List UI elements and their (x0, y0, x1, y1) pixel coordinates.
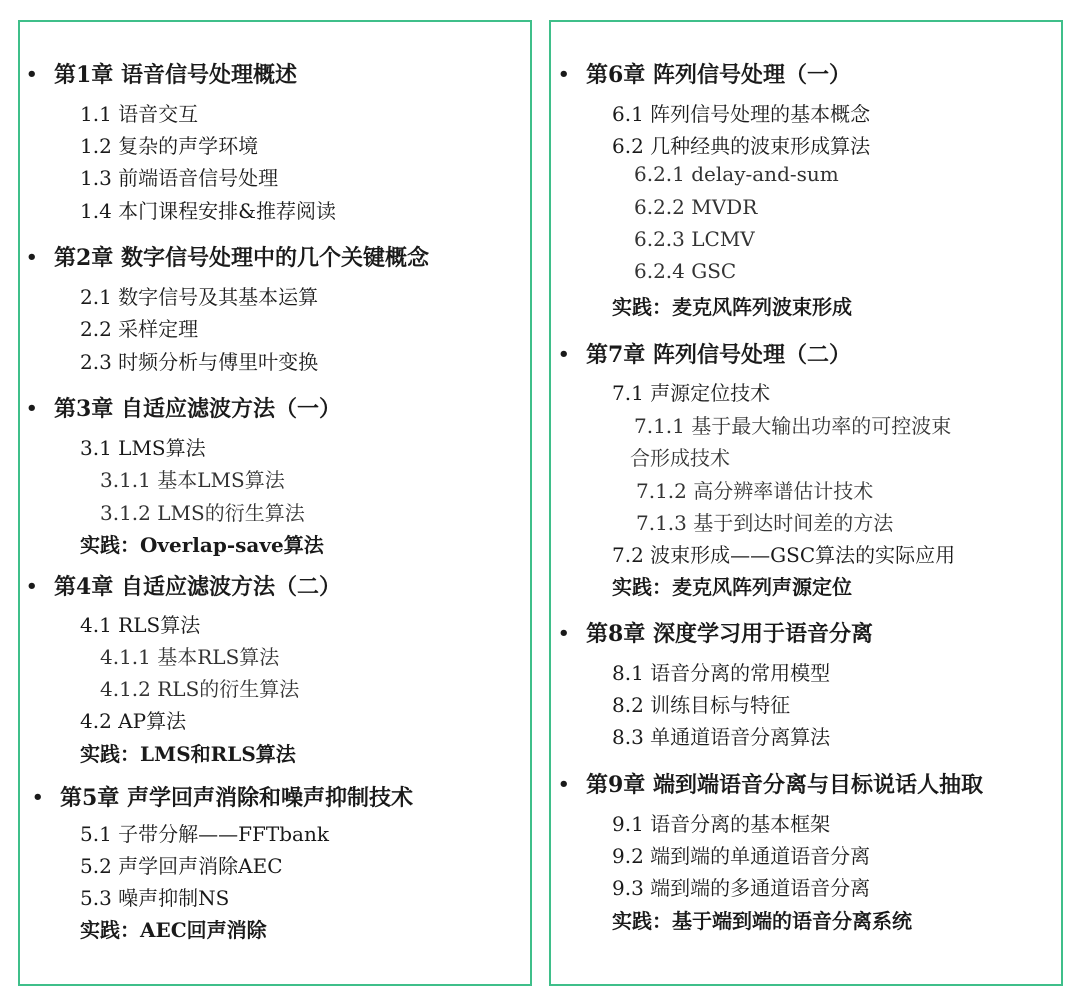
section-6-1: 6.1 阵列信号处理的基本概念 (612, 102, 871, 126)
section-4-1-1: 4.1.1 基本RLS算法 (100, 645, 280, 669)
practice-3: 实践：Overlap-save算法 (80, 533, 324, 557)
section-2-3: 2.3 时频分析与傅里叶变换 (80, 350, 319, 374)
chapter-6-heading (558, 58, 851, 89)
chapter-3-title: 第3章 自适应滤波方法（一） (54, 396, 341, 422)
bullet-icon: • (26, 576, 38, 597)
chapter-9-heading (558, 768, 983, 799)
section-9-3: 9.3 端到端的多通道语音分离 (612, 876, 871, 900)
bullet-icon: • (32, 787, 44, 808)
bullet-icon: • (558, 623, 570, 644)
section-6-2: 6.2 几种经典的波束形成算法 (612, 134, 871, 158)
bullet-icon: • (26, 64, 38, 85)
section-5-1: 5.1 子带分解——FFTbank (80, 822, 329, 846)
practice-4: 实践：LMS和RLS算法 (80, 742, 296, 766)
chapter-2-heading (26, 241, 429, 272)
chapter-4-heading (26, 570, 341, 601)
section-7-1-1-line2: 合形成技术 (630, 446, 730, 470)
section-8-1: 8.1 语音分离的常用模型 (612, 661, 831, 685)
chapter-9-title: 第9章 端到端语音分离与目标说话人抽取 (586, 772, 983, 798)
chapter-7-title: 第7章 阵列信号处理（二） (586, 342, 851, 368)
section-3-1-1: 3.1.1 基本LMS算法 (100, 468, 285, 492)
chapter-4-title: 第4章 自适应滤波方法（二） (54, 574, 341, 600)
practice-7: 实践：麦克风阵列声源定位 (612, 575, 852, 599)
section-8-3: 8.3 单通道语音分离算法 (612, 725, 831, 749)
section-3-1: 3.1 LMS算法 (80, 436, 206, 460)
chapter-5-heading (32, 781, 413, 812)
bullet-icon: • (558, 344, 570, 365)
chapter-6-title: 第6章 阵列信号处理（一） (586, 62, 851, 88)
section-8-2: 8.2 训练目标与特征 (612, 693, 791, 717)
section-5-2: 5.2 声学回声消除AEC (80, 854, 283, 878)
section-1-2: 1.2 复杂的声学环境 (80, 134, 259, 158)
chapter-3-heading (26, 392, 341, 423)
practice-9: 实践：基于端到端的语音分离系统 (612, 909, 912, 933)
bullet-icon: • (558, 774, 570, 795)
section-7-1-3: 7.1.3 基于到达时间差的方法 (636, 511, 894, 535)
section-7-1-1-line1: 7.1.1 基于最大输出功率的可控波束 (634, 414, 952, 438)
chapter-1-title: 第1章 语音信号处理概述 (54, 62, 297, 88)
section-6-2-2: 6.2.2 MVDR (634, 195, 758, 219)
bullet-icon: • (26, 398, 38, 419)
section-7-2: 7.2 波束形成——GSC算法的实际应用 (612, 543, 956, 567)
chapter-8-title: 第8章 深度学习用于语音分离 (586, 621, 873, 647)
section-9-2: 9.2 端到端的单通道语音分离 (612, 844, 871, 868)
section-3-1-2: 3.1.2 LMS的衍生算法 (100, 501, 305, 525)
chapter-5-title: 第5章 声学回声消除和噪声抑制技术 (60, 785, 413, 811)
chapter-1-heading (26, 58, 297, 89)
section-4-2: 4.2 AP算法 (80, 709, 187, 733)
practice-6: 实践：麦克风阵列波束形成 (612, 295, 852, 319)
bullet-icon: • (26, 247, 38, 268)
section-9-1: 9.1 语音分离的基本框架 (612, 812, 831, 836)
section-7-1-2: 7.1.2 高分辨率谱估计技术 (636, 479, 874, 503)
section-1-4: 1.4 本门课程安排&推荐阅读 (80, 199, 336, 223)
bullet-icon: • (558, 64, 570, 85)
section-1-3: 1.3 前端语音信号处理 (80, 166, 279, 190)
section-6-2-3: 6.2.3 LCMV (634, 227, 755, 251)
section-2-1: 2.1 数字信号及其基本运算 (80, 285, 319, 309)
section-6-2-4: 6.2.4 GSC (634, 259, 737, 283)
chapter-8-heading (558, 617, 873, 648)
section-4-1: 4.1 RLS算法 (80, 613, 201, 637)
section-2-2: 2.2 采样定理 (80, 317, 199, 341)
section-6-2-1: 6.2.1 delay-and-sum (634, 162, 839, 186)
section-5-3: 5.3 噪声抑制NS (80, 886, 230, 910)
section-7-1: 7.1 声源定位技术 (612, 381, 771, 405)
section-1-1: 1.1 语音交互 (80, 102, 199, 126)
chapter-7-heading (558, 338, 851, 369)
chapter-2-title: 第2章 数字信号处理中的几个关键概念 (54, 245, 429, 271)
section-4-1-2: 4.1.2 RLS的衍生算法 (100, 677, 300, 701)
practice-5: 实践：AEC回声消除 (80, 918, 267, 942)
